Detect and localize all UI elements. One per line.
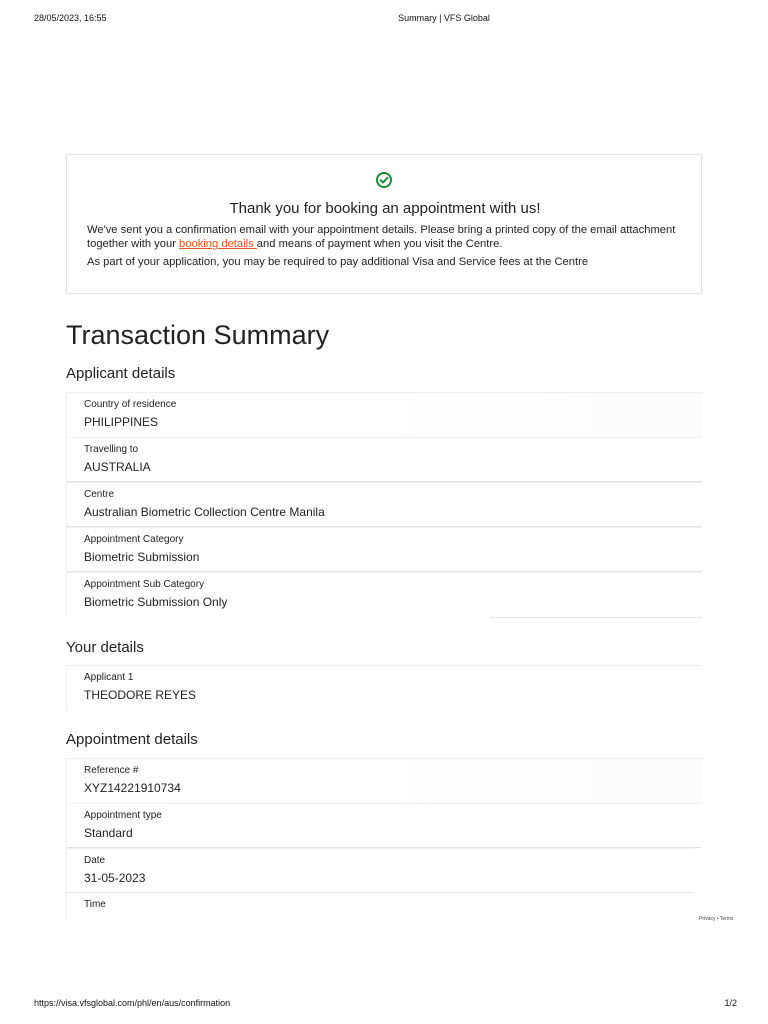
page-title: Transaction Summary (66, 320, 330, 350)
print-page-title: Summary | VFS Global (398, 13, 490, 23)
print-url: https://visa.vfsglobal.com/phl/en/aus/confirmation (34, 998, 231, 1008)
field-label: Date (84, 855, 106, 866)
field-label: Centre (84, 489, 115, 500)
field-reference-number (66, 758, 702, 803)
field-label: Country of residence (84, 399, 177, 410)
divider (490, 617, 702, 618)
privacy-terms-links[interactable]: Privacy • Terms (699, 916, 734, 922)
field-value: Australian Biometric Collection Centre Manila (84, 505, 325, 519)
confirmation-heading: Thank you for booking an appointment with us! (229, 200, 541, 217)
field-date (66, 848, 694, 893)
field-label: Time (84, 899, 106, 910)
print-page-number: 1/2 (724, 998, 737, 1008)
confirmation-panel (66, 154, 702, 294)
print-header (0, 13, 768, 27)
check-circle-icon (375, 171, 393, 189)
field-value: THEODORE REYES (84, 688, 197, 702)
field-travelling-to (66, 437, 702, 482)
booking-details-link[interactable]: booking details (179, 238, 257, 250)
field-appointment-sub-category (66, 572, 702, 617)
field-label: Reference # (84, 765, 139, 776)
field-label: Appointment type (84, 810, 162, 821)
field-value: AUSTRALIA (84, 460, 151, 474)
field-value: Biometric Submission Only (84, 595, 228, 609)
message-text: We've sent you a confirmation email with your appointment details. Please bring a printed copy of the email attachment together with your (87, 224, 676, 250)
appointment-details-heading: Appointment details (66, 731, 198, 748)
field-label: Appointment Category (84, 534, 184, 545)
print-footer (0, 998, 768, 1012)
field-label: Appointment Sub Category (84, 579, 205, 590)
message-text-end: and means of payment when you visit the Centre. (256, 238, 503, 250)
field-value: Standard (84, 826, 133, 840)
field-time (66, 893, 702, 921)
field-value: Biometric Submission (84, 550, 200, 564)
field-centre (66, 482, 702, 527)
field-value: 31-05-2023 (84, 871, 146, 885)
your-details-heading: Your details (66, 639, 144, 656)
field-label: Travelling to (84, 444, 139, 455)
field-appointment-category (66, 527, 702, 572)
applicant-details-heading: Applicant details (66, 365, 176, 382)
fees-notice: As part of your application, you may be required to pay additional Visa and Service fees at the Centre (87, 256, 589, 268)
field-country-of-residence (66, 392, 702, 437)
field-value: XYZ14221910734 (84, 781, 181, 795)
print-datetime: 28/05/2023, 16:55 (34, 13, 107, 23)
field-value: PHILIPPINES (84, 415, 159, 429)
confirmation-message (87, 223, 687, 251)
field-applicant-1 (66, 665, 702, 710)
field-label: Applicant 1 (84, 672, 134, 683)
field-appointment-type (66, 803, 702, 848)
